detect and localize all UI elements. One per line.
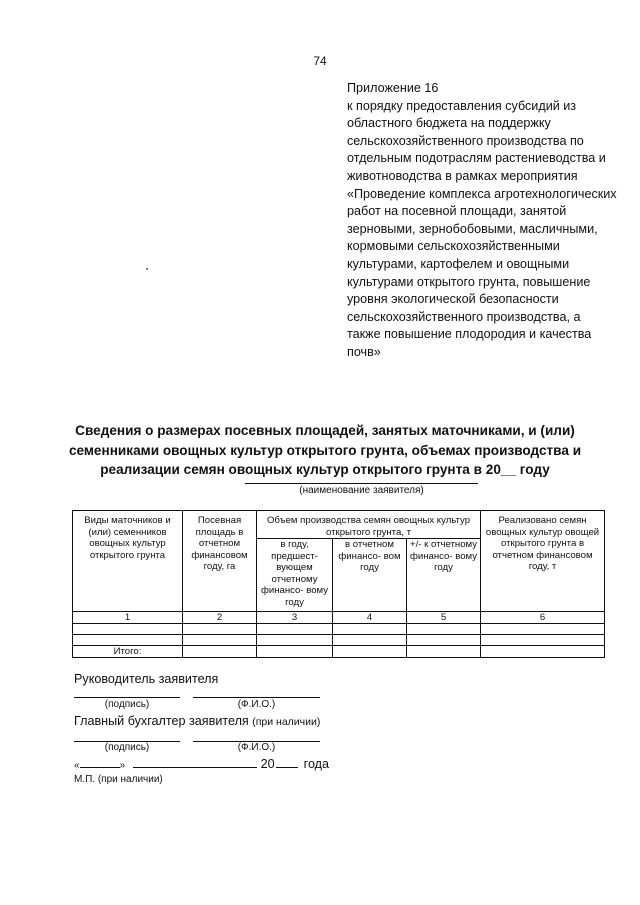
page-number: 74 <box>313 54 327 68</box>
head-signature-label: Руководитель заявителя <box>74 672 219 686</box>
year-prefix: 20 <box>260 757 275 771</box>
header-production-volume: Объем производства семян овощных культур открытого грунта, т <box>257 511 481 539</box>
header-sold-seeds: Реализовано семян овощных культур овощей открытого грунта в отчетном финансовом году, т <box>481 511 605 612</box>
header-previous-year: в году, предшест- вующем отчетному финансо- вому году <box>257 539 333 612</box>
date-line <box>74 757 329 771</box>
header-change: +/- к отчетному финансо- вому году <box>407 539 481 612</box>
header-reporting-year: в отчетном финансо- вом году <box>333 539 407 612</box>
column-number: 3 <box>257 612 333 624</box>
head-fio-caption: (Ф.И.О.) <box>237 699 276 710</box>
quote-close: » <box>119 760 126 771</box>
appendix-block <box>347 80 617 362</box>
document-title: Сведения о размерах посевных площадей, занятых маточниками, и (или) семенниками овощных культур открытого грунта, объемах производства и реализации семян овощных культур открытого грунта в 20__ году <box>68 423 582 477</box>
total-label: Итого: <box>73 646 183 658</box>
quote-open: « <box>74 760 80 771</box>
scan-speck <box>146 268 148 270</box>
table-row <box>73 635 605 646</box>
header-crop-types: Виды маточников и (или) семенников овощных культур открытого грунта <box>73 511 183 612</box>
column-number: 6 <box>481 612 605 624</box>
column-number: 5 <box>407 612 481 624</box>
column-number: 4 <box>333 612 407 624</box>
table-number-row <box>73 612 605 624</box>
column-number: 1 <box>73 612 183 624</box>
year-blank <box>276 757 298 768</box>
head-fio-line <box>193 697 320 698</box>
seeds-table <box>72 510 605 658</box>
accountant-sign-caption: (подпись) <box>104 742 150 753</box>
accountant-label: Главный бухгалтер заявителя <box>74 714 249 728</box>
month-blank <box>133 757 257 768</box>
accountant-fio-caption: (Ф.И.О.) <box>237 742 276 753</box>
header-sown-area: Посевная площадь в отчетном финансовом году, га <box>183 511 257 612</box>
stamp-place: М.П. (при наличии) <box>74 774 163 785</box>
head-signature-line <box>74 697 180 698</box>
appendix-body: к порядку предоставления субсидий из областного бюджета на поддержку сельскохозяйственного производства по отдельным подотраслям растениеводства и животноводства в рамках мероприятия «Проведение комплекса агротехнологических работ на посевной площади, занятой зерновыми, зернобобовыми, масличными, кормовыми сельскохозяйственными культурами, картофелем и овощными культурами открытого грунта, повышение уровня экологической безопасности сельскохозяйственного производства, а также повышение плодородия и качества почв» <box>347 98 617 359</box>
accountant-note: (при наличии) <box>252 716 321 728</box>
day-blank <box>80 757 120 768</box>
table-header-row <box>73 511 605 539</box>
table-total-row <box>73 646 605 658</box>
applicant-caption: (наименование заявителя) <box>299 485 424 496</box>
applicant-name-line <box>245 483 478 484</box>
head-sign-caption: (подпись) <box>104 699 150 710</box>
column-number: 2 <box>183 612 257 624</box>
appendix-title: Приложение 16 <box>347 81 439 95</box>
year-suffix: года <box>303 757 330 771</box>
accountant-signature-label <box>74 714 320 728</box>
table-row <box>73 624 605 635</box>
